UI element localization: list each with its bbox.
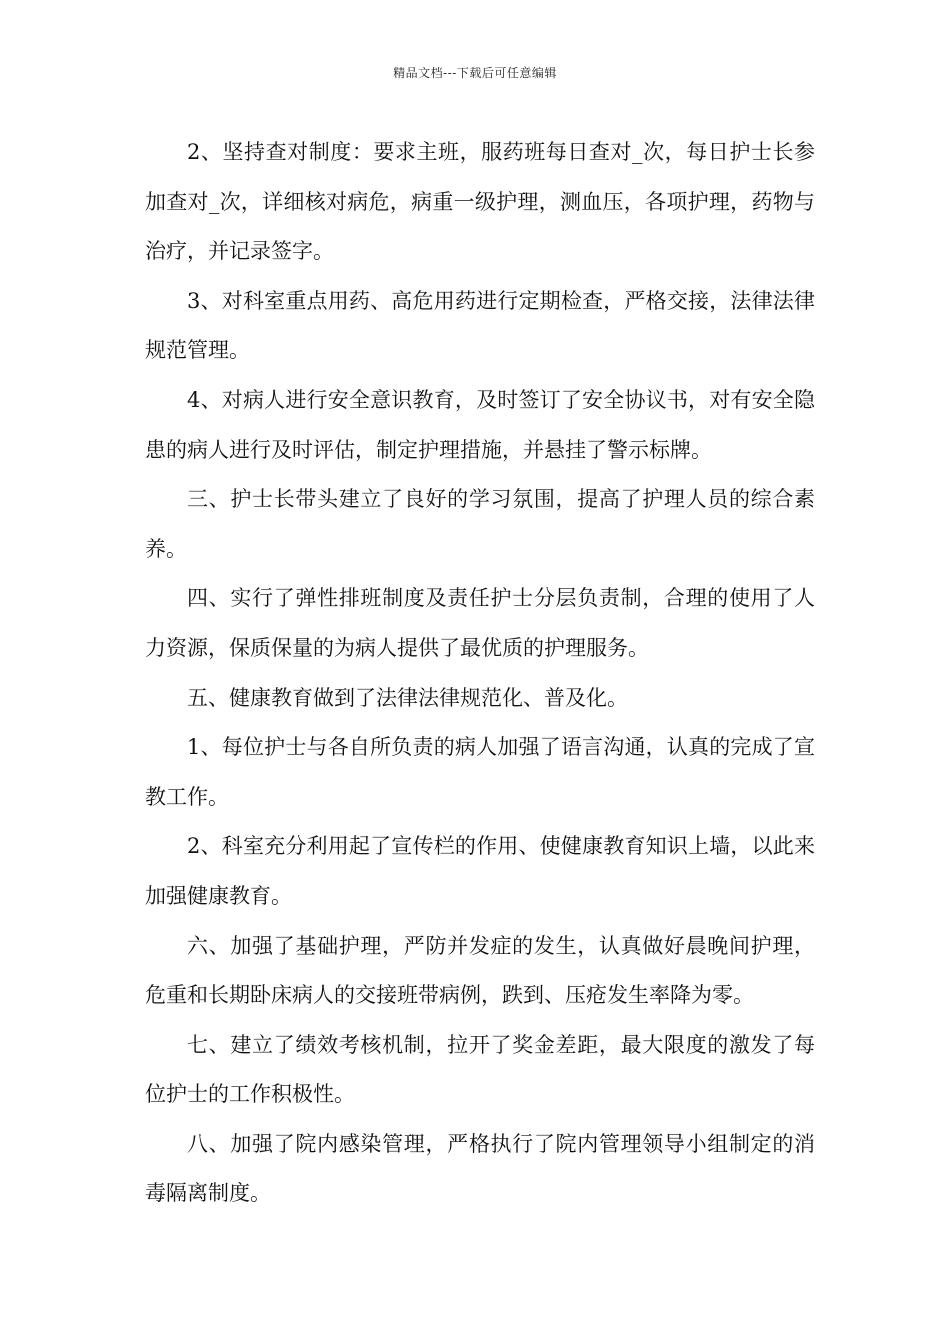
paragraph-basic-nursing: 六、加强了基础护理，严防并发症的发生，认真做好晨晚间护理，危重和长期卧床病人的交接班带病例，跌到、压疮发生率降为零。 <box>145 933 815 1008</box>
paragraph-key-medication: 3、对科室重点用药、高危用药进行定期检查，严格交接，法律法律规范管理。 <box>145 288 815 363</box>
page-header: 精品文档---下载后可任意编辑 <box>393 66 557 80</box>
paragraph-learning-atmosphere: 三、护士长带头建立了良好的学习氛围，提高了护理人员的综合素养。 <box>145 487 815 561</box>
paragraph-infection-control: 八、加强了院内感染管理，严格执行了院内管理领导小组制定的消毒隔离制度。 <box>145 1131 815 1206</box>
paragraph-health-education: 五、健康教育做到了法律法律规范化、普及化。 <box>187 685 628 710</box>
paragraph-safety-education: 4、对病人进行安全意识教育，及时签订了安全协议书，对有安全隐患的病人进行及时评估，制定护理措施，并悬挂了警示标牌。 <box>145 387 815 462</box>
paragraph-flexible-scheduling: 四、实行了弹性排班制度及责任护士分层负责制，合理的使用了人力资源，保质保量的为病人提供了最优质的护理服务。 <box>145 586 815 660</box>
paragraph-performance-assessment: 七、建立了绩效考核机制，拉开了奖金差距，最大限度的激发了每位护士的工作积极性。 <box>145 1032 815 1107</box>
paragraph-communication: 1、每位护士与各自所负责的病人加强了语言沟通，认真的完成了宣教工作。 <box>145 735 815 809</box>
document-body <box>145 128 815 1219</box>
paragraph-check-system: 2、坚持查对制度：要求主班，服药班每日查对_次，每日护士长参加查对_次，详细核对病危，病重一级护理，测血压，各项护理，药物与治疗，并记录签字。 <box>145 140 815 264</box>
paragraph-bulletin-board: 2、科室充分利用起了宣传栏的作用、使健康教育知识上墙，以此来加强健康教育。 <box>145 834 815 908</box>
